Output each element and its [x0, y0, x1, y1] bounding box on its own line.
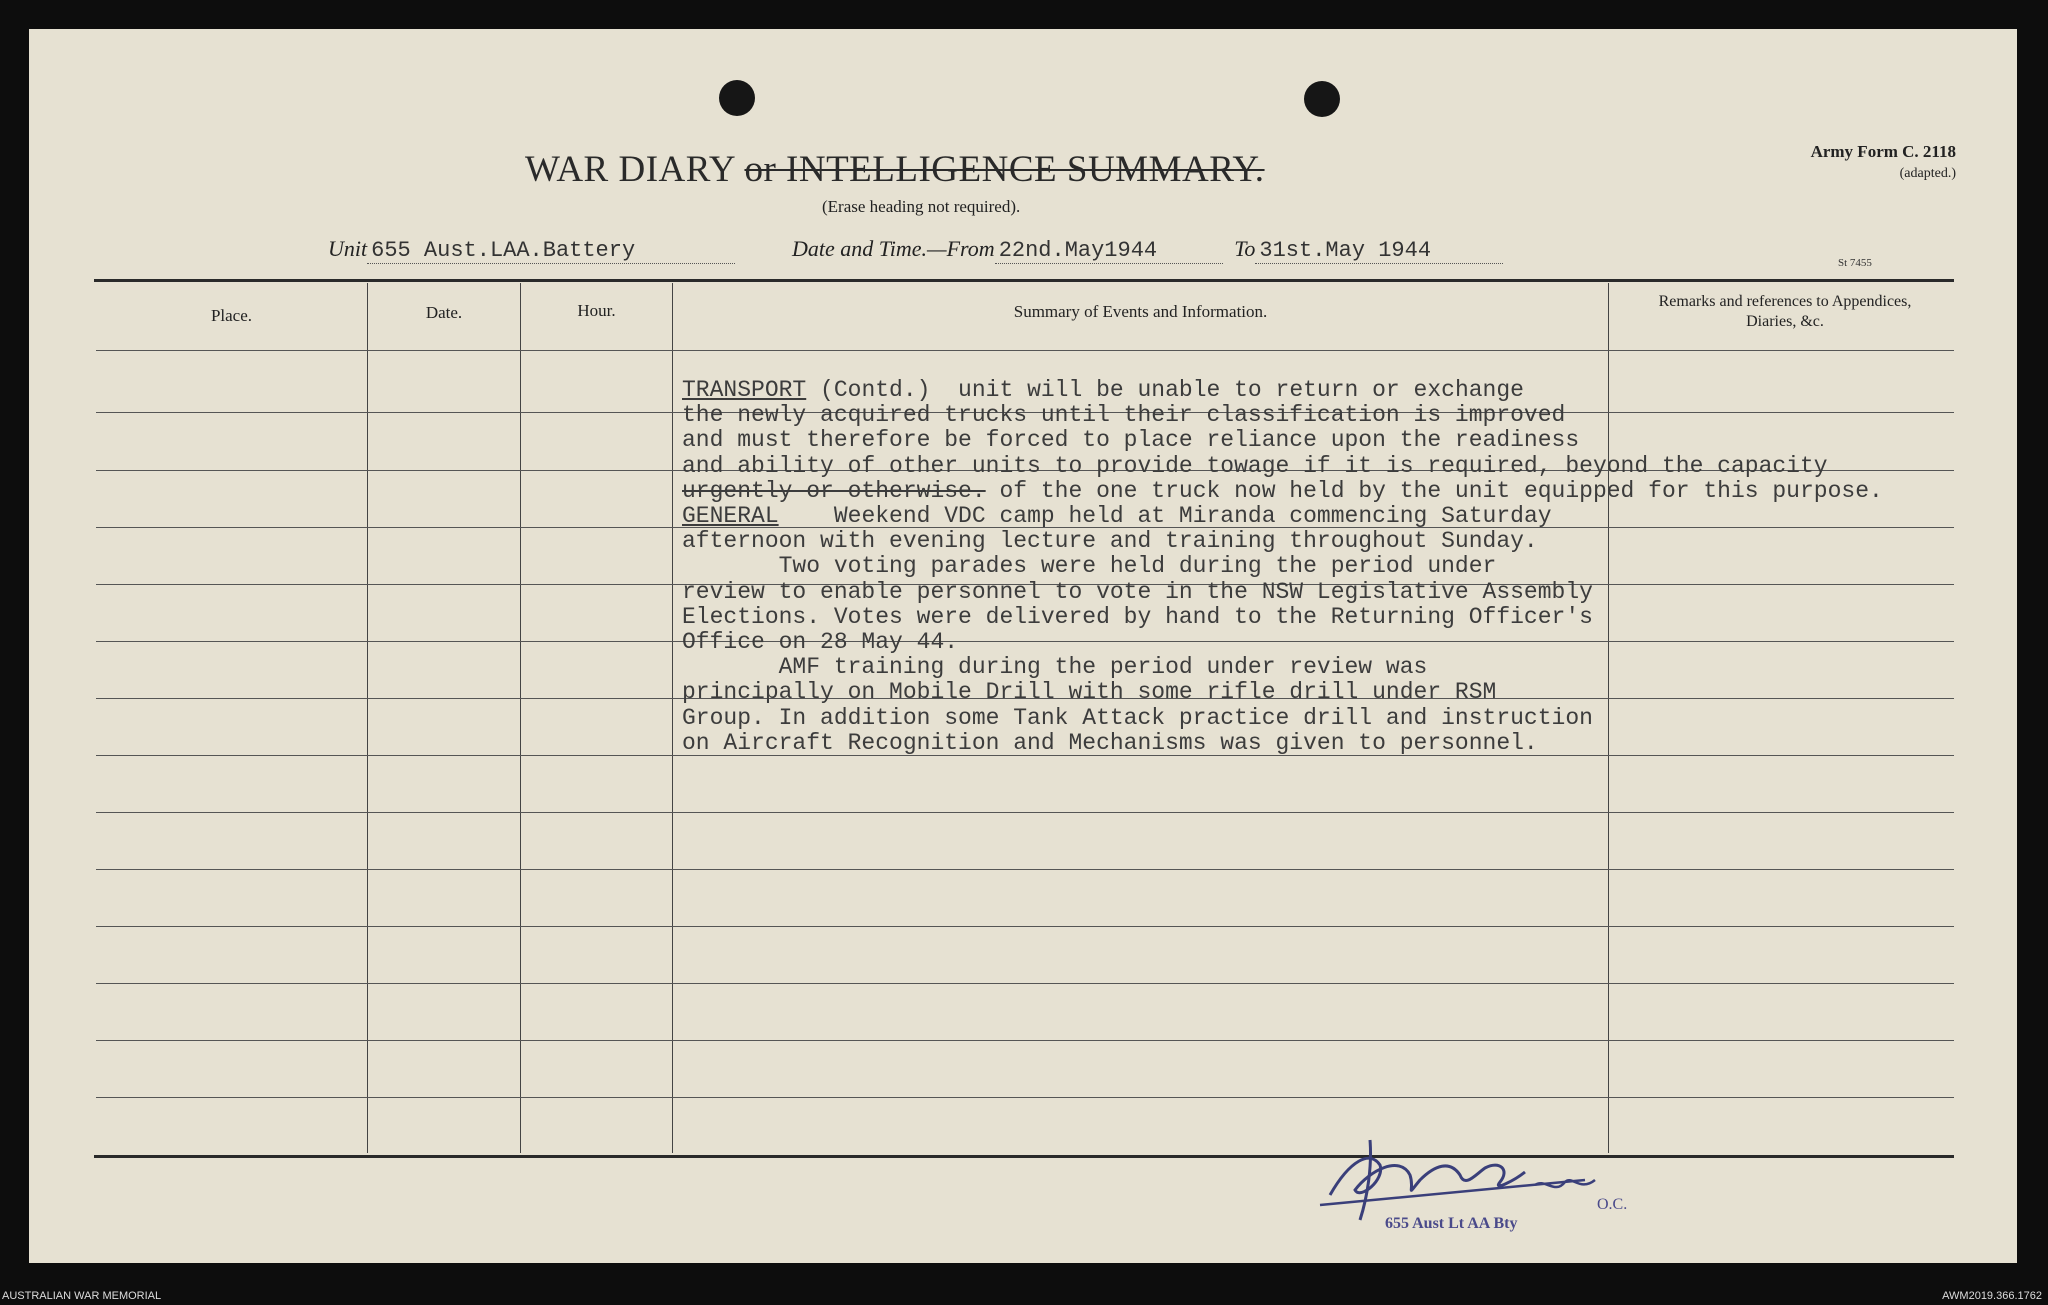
form-adapted: (adapted.) [1899, 166, 1956, 181]
entry-line: of the one truck now held by the unit equipped for this purpose. [985, 477, 1883, 504]
column-header-place: Place. [210, 306, 253, 325]
oc-label: O.C. [1597, 1196, 1628, 1213]
footer-accession-number: AWM2019.366.1762 [1942, 1290, 2042, 1302]
punch-hole-right [1304, 81, 1340, 117]
entry-line: (Contd.) unit will be unable to return or exchange [806, 377, 1524, 403]
stock-number: St 7455 [1838, 257, 1872, 269]
entry-line: Office on 28 May 44. [682, 629, 959, 656]
punch-hole-left [719, 80, 755, 116]
entry-line: Weekend VDC camp held at Miranda commencing Saturday [778, 503, 1552, 530]
document-title [525, 148, 1265, 191]
entry-line: afternoon with evening lecture and training throughout Sunday. [682, 528, 1538, 555]
column-header-hour: Hour. [577, 301, 616, 320]
column-header-remarks: Remarks and references to Appendices, Diaries, &c. [1658, 293, 1912, 330]
ruled-line [96, 983, 1954, 984]
date-from: 22nd.May1944 [995, 238, 1223, 264]
ruled-line [96, 869, 1954, 870]
ruled-line [96, 1097, 1954, 1098]
date-field [792, 236, 1503, 264]
entry-line: and must therefore be forced to place reliance upon the readiness [682, 427, 1580, 454]
entry-line: principally on Mobile Drill with some rifle drill under RSM [682, 679, 1497, 706]
bottom-rule [94, 1155, 1954, 1158]
title-main: WAR DIARY [525, 149, 735, 190]
typed-entries [682, 378, 1883, 756]
top-rule [94, 279, 1954, 282]
entry-line: Two voting parades were held during the period under [682, 553, 1497, 580]
entry-line: review to enable personnel to vote in the NSW Legislative Assembly [682, 578, 1593, 605]
entry-heading-transport: TRANSPORT [682, 377, 807, 403]
unit-stamp: 655 Aust Lt AA Bty [1385, 1215, 1518, 1232]
header-underline [96, 350, 1954, 351]
date-label: Date and Time.—From [792, 236, 995, 261]
unit-value: 655 Aust.LAA.Battery [367, 238, 735, 264]
entry-line: on Aircraft Recognition and Mechanisms was given to personnel. [682, 729, 1538, 756]
form-name: Army Form C. 2118 [1810, 142, 1956, 161]
entry-heading-general: GENERAL [682, 503, 779, 530]
column-divider [367, 283, 368, 1153]
footer-archive: AUSTRALIAN WAR MEMORIAL [2, 1290, 162, 1302]
column-header-summary: Summary of Events and Information. [1013, 302, 1268, 321]
to-label: To [1234, 236, 1256, 261]
column-divider [520, 283, 521, 1153]
subtitle: (Erase heading not required). [822, 197, 1021, 216]
title-struck: or INTELLIGENCE SUMMARY. [744, 149, 1265, 190]
date-to: 31st.May 1944 [1255, 238, 1503, 264]
entry-line: Group. In addition some Tank Attack practice drill and instruction [682, 704, 1593, 731]
entry-struck-text: urgently or otherwise. [682, 477, 986, 504]
ruled-line [96, 926, 1954, 927]
entry-line: Elections. Votes were delivered by hand to the Returning Officer's [682, 603, 1593, 630]
entry-line: and ability of other units to provide towage if it is required, beyond the capacity [682, 452, 1828, 479]
column-divider [672, 283, 673, 1153]
unit-label: Unit [328, 236, 368, 261]
army-form-label [1811, 141, 1956, 185]
unit-field [328, 236, 735, 264]
entry-line: AMF training during the period under review was [682, 654, 1428, 681]
ruled-line [96, 812, 1954, 813]
ruled-line [96, 1040, 1954, 1041]
column-header-date: Date. [425, 303, 463, 322]
handwritten-signature [1310, 1120, 1610, 1230]
entry-line: the newly acquired trucks until their classification is improved [682, 402, 1566, 429]
